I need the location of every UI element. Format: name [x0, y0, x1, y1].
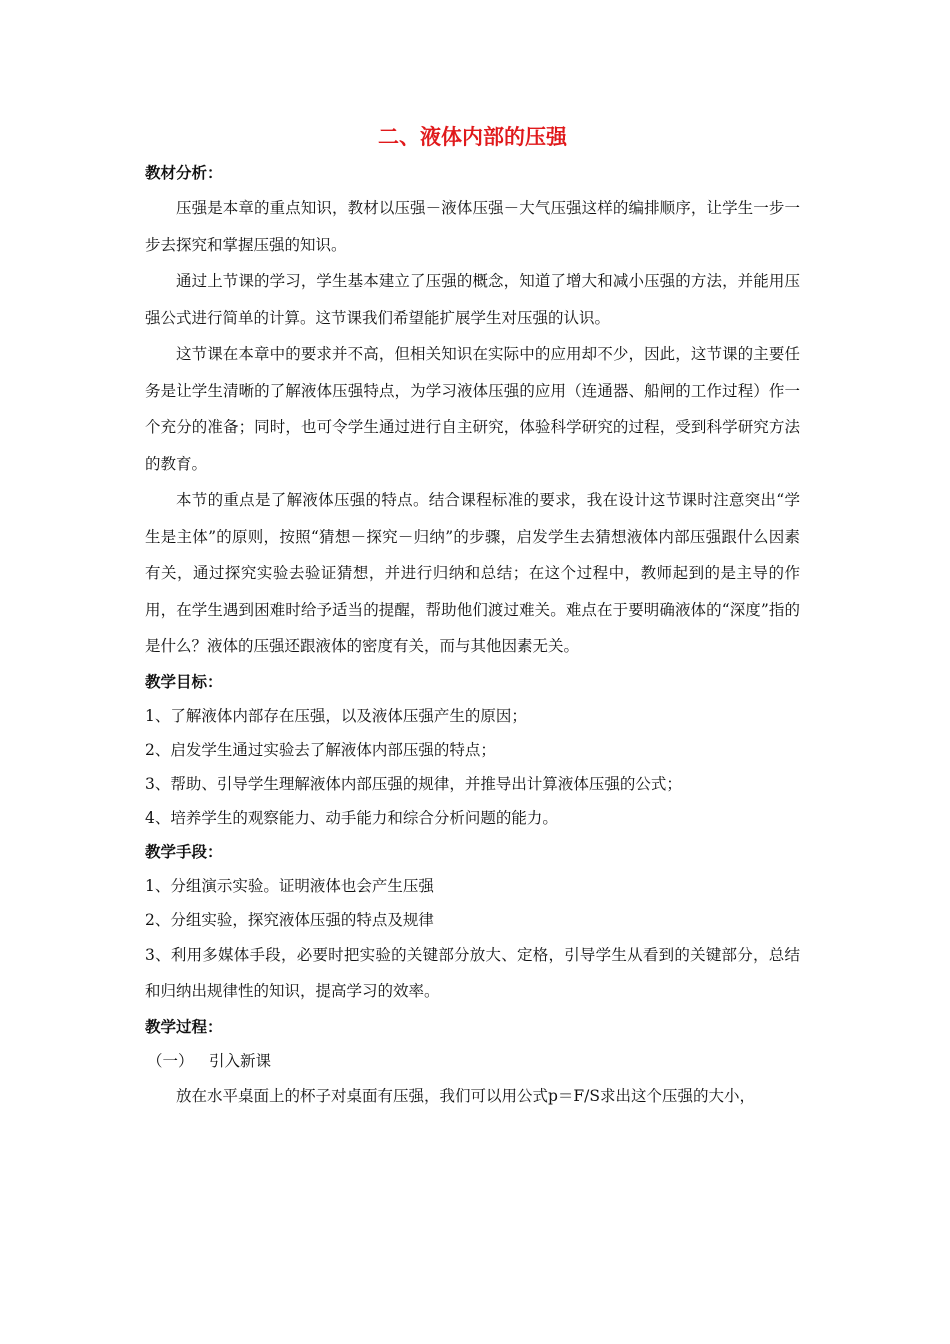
- document-title: 二、液体内部的压强: [378, 124, 567, 149]
- goal-item: 1、了解液体内部存在压强，以及液体压强产生的原因；: [145, 706, 527, 725]
- subsection-title: 引入新课: [209, 1051, 272, 1070]
- goal-item: 4、培养学生的观察能力、动手能力和综合分析问题的能力。: [145, 808, 558, 827]
- analysis-paragraph: 压强是本章的重点知识，教材以压强－液体压强－大气压强这样的编排顺序，让学生一步一步去探究和掌握压强的知识。: [145, 199, 800, 254]
- process-paragraph: 放在水平桌面上的杯子对桌面有压强，我们可以用公式p＝F/S求出这个压强的大小，: [176, 1086, 756, 1105]
- analysis-paragraph: 这节课在本章中的要求并不高，但相关知识在实际中的应用却不少，因此，这节课的主要任务是让学生清晰的了解液体压强特点，为学习液体压强的应用（连通器、船闸的工作过程）作一个充分的准备；同时，也可令学生通过进行自主研究，体验科学研究的过程，受到科学研究方法的教育。: [145, 345, 800, 473]
- subsection-number: （一）: [147, 1051, 194, 1070]
- goal-item: 2、启发学生通过实验去了解液体内部压强的特点；: [145, 740, 496, 759]
- means-item: 1、分组演示实验。证明液体也会产生压强: [145, 876, 434, 895]
- section-heading-means: 教学手段：: [145, 841, 223, 861]
- means-item: 3、利用多媒体手段，必要时把实验的关键部分放大、定格，引导学生从看到的关键部分，总结和归纳出规律性的知识，提高学习的效率。: [145, 945, 800, 1000]
- means-item: 2、分组实验，探究液体压强的特点及规律: [145, 910, 434, 929]
- section-heading-goals: 教学目标：: [145, 671, 223, 691]
- section-heading-process: 教学过程：: [145, 1016, 223, 1036]
- process-subsection: [145, 1044, 800, 1078]
- analysis-paragraph: 通过上节课的学习，学生基本建立了压强的概念，知道了增大和减小压强的方法，并能用压强公式进行简单的计算。这节课我们希望能扩展学生对压强的认识。: [145, 272, 800, 327]
- goal-item: 3、帮助、引导学生理解液体内部压强的规律，并推导出计算液体压强的公式；: [145, 774, 682, 793]
- analysis-paragraph: 本节的重点是了解液体压强的特点。结合课程标准的要求，我在设计这节课时注意突出“学生是主体”的原则，按照“猜想－探究－归纳”的步骤，启发学生去猜想液体内部压强跟什么因素有关，通过探究实验去验证猜想，并进行归纳和总结；在这个过程中，教师起到的是主导的作用，在学生遇到困难时给予适当的提醒，帮助他们渡过难关。难点在于要明确液体的“深度”指的是什么？液体的压强还跟液体的密度有关，而与其他因素无关。: [145, 491, 800, 655]
- section-heading-analysis: 教材分析：: [145, 163, 223, 182]
